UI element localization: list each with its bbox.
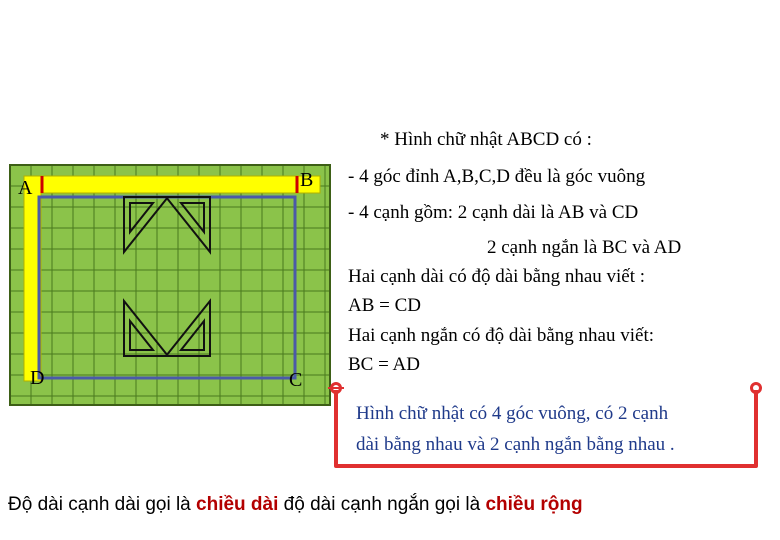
description-title: * Hình chữ nhật ABCD có : <box>380 129 592 150</box>
note-callout-border <box>328 380 764 472</box>
yellow-bar-ab <box>24 176 320 193</box>
description-line-long-sides: - 4 cạnh gồm: 2 cạnh dài là AB và CD <box>348 202 639 223</box>
description-line-short-equal: Hai cạnh ngắn có độ dài bằng nhau viết: <box>348 325 655 346</box>
vertex-label-b: B <box>300 169 314 191</box>
note-callout <box>328 380 764 472</box>
note-line-2: dài bằng nhau và 2 cạnh ngắn bằng nhau . <box>356 434 675 455</box>
description-equation-ab-cd: AB = CD <box>348 295 422 316</box>
vertex-label-a: A <box>18 177 33 199</box>
conclusion-part-2: độ dài cạnh ngắn gọi là <box>278 494 486 515</box>
vertex-label-d: D <box>30 367 45 389</box>
description-line-long-equal: Hai cạnh dài có độ dài bằng nhau viết : <box>348 266 646 287</box>
description-equation-bc-ad: BC = AD <box>348 354 420 375</box>
conclusion-part-1: Độ dài cạnh dài gọi là <box>8 494 197 515</box>
description-line-short-sides: 2 cạnh ngắn là BC và AD <box>487 237 682 258</box>
conclusion-sentence <box>8 495 583 514</box>
description-line-angles: - 4 góc đỉnh A,B,C,D đều là góc vuông <box>348 166 646 187</box>
vertex-label-c: C <box>289 369 303 391</box>
note-line-1: Hình chữ nhật có 4 góc vuông, có 2 cạnh <box>356 403 669 424</box>
term-chieu-dai: chiều dài <box>196 494 279 515</box>
rectangle-figure <box>0 0 340 410</box>
term-chieu-rong: chiều rộng <box>485 494 583 515</box>
